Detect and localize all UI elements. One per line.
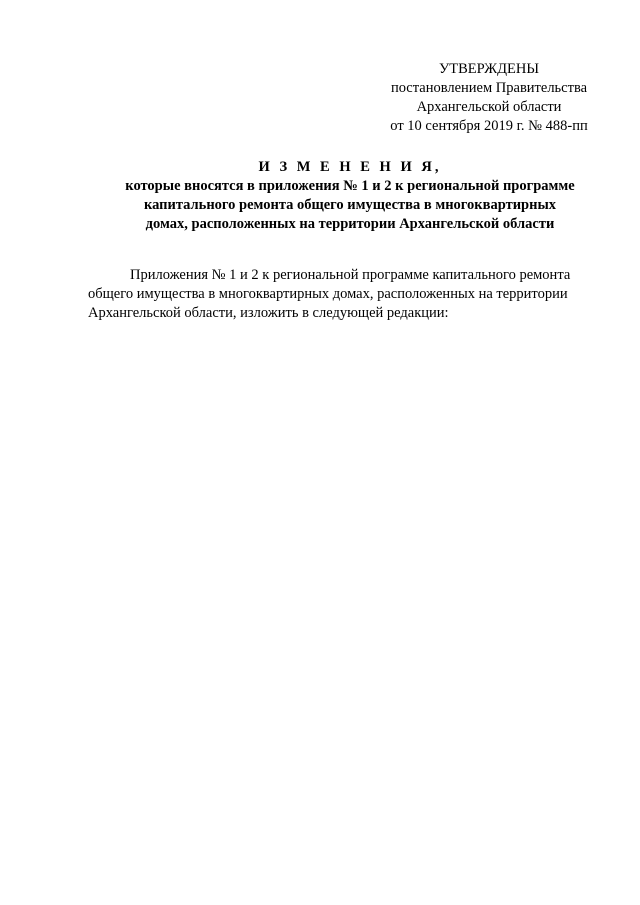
approval-label: УТВЕРЖДЕНЫ [438,61,540,77]
approval-stamp-block [340,60,638,136]
title-line-2: капитального ремонта общего имущества в многоквартирных [143,197,557,213]
title-line-1: которые вносятся в приложения № 1 и 2 к региональной программе [125,178,575,194]
title-heading: И З М Е Н Е Н И Я, [258,159,442,175]
body-line-1: Приложения № 1 и 2 к региональной программе капитального ремонта [130,267,571,283]
approval-region: Архангельской области [416,99,562,115]
body-line-3: Архангельской области, изложить в следующей редакции: [88,305,449,321]
title-line-3: домах, расположенных на территории Архангельской области [145,216,555,232]
approval-authority: постановлением Правительства [390,80,588,96]
body-paragraph [88,266,608,323]
document-title [60,158,640,234]
body-line-2: общего имущества в многоквартирных домах, расположенных на территории [88,286,568,302]
approval-date-number: от 10 сентября 2019 г. № 488-пп [390,118,588,134]
